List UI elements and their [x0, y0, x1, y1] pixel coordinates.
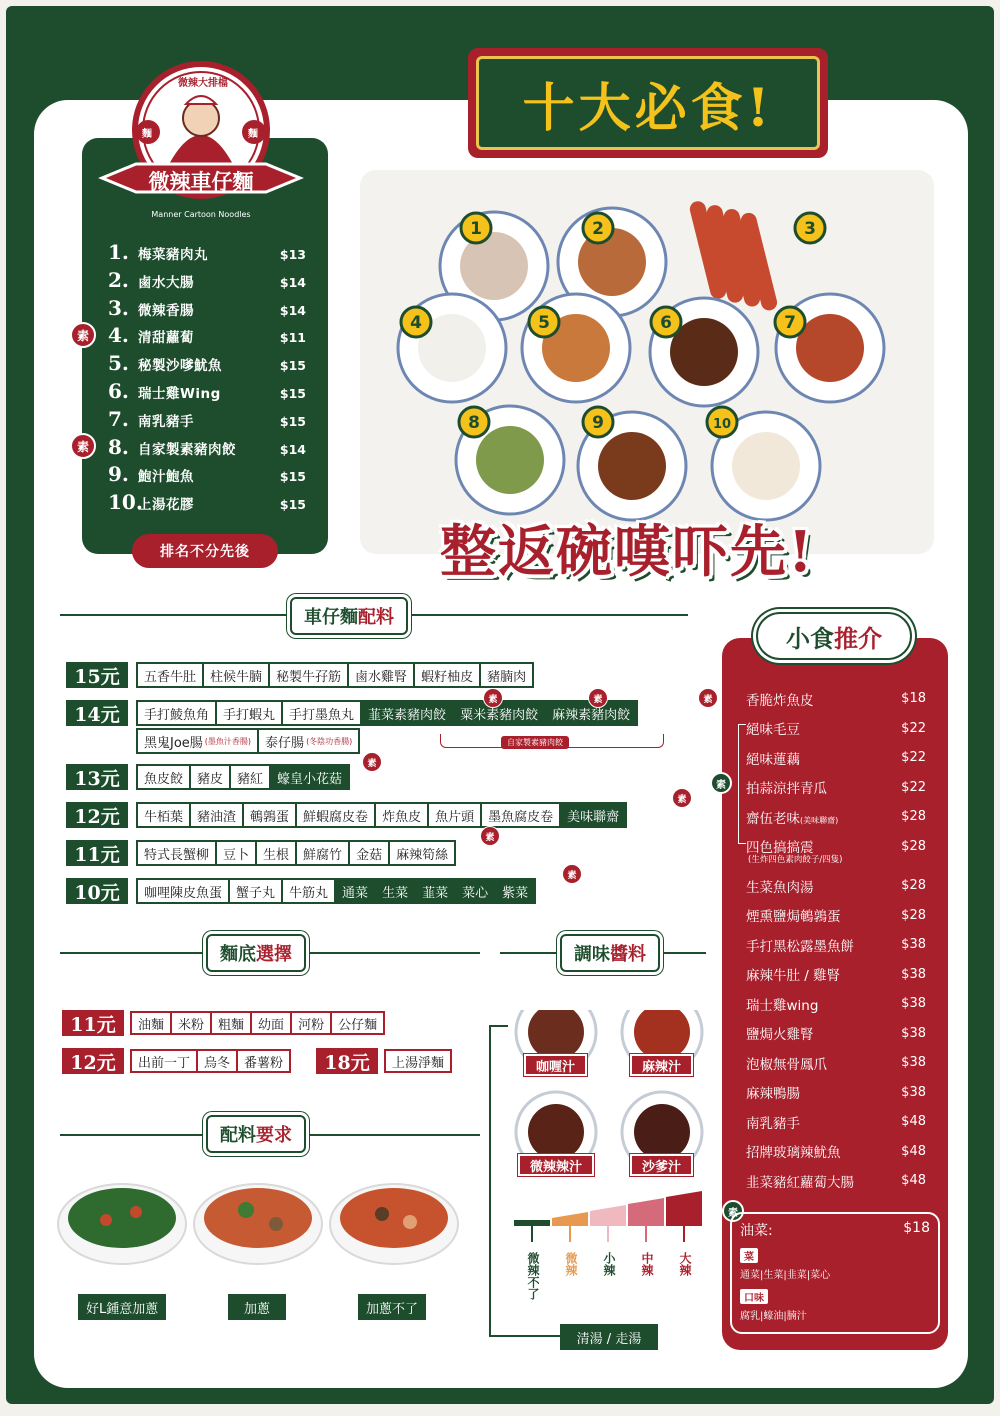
snack-item-price: $22	[901, 720, 926, 736]
snack-item-label: 四色搞搞震	[746, 840, 814, 857]
veg-badge: 素	[70, 433, 96, 459]
noodle-row	[130, 1011, 383, 1037]
topping-price-tag: 10元	[66, 878, 128, 904]
noodle-title	[206, 934, 306, 972]
noodle-option: 米粉	[170, 1011, 212, 1035]
top10-item-name: 微辣香腸	[138, 302, 194, 319]
logo-name: 微辣車仔麵	[148, 169, 254, 194]
topping-item	[281, 700, 362, 726]
topping-item-note: (墨魚汁香腸)	[204, 736, 252, 746]
topping-item-name: 泰仔腸	[265, 735, 305, 751]
spice-level: 中辣	[640, 1252, 654, 1276]
top10-item-number: 1.	[108, 240, 129, 264]
snack-item-name	[746, 777, 892, 797]
topping-item	[268, 662, 349, 688]
top10-item-price: $15	[279, 358, 306, 374]
sauce-title	[560, 934, 660, 972]
top10-item	[108, 435, 306, 463]
snack-item	[746, 1137, 926, 1167]
topping-item	[479, 662, 534, 688]
snack-item-label: 絕味毛豆	[746, 722, 800, 739]
snack-item	[746, 1078, 926, 1108]
top10-item-number: 9.	[108, 462, 129, 487]
topping-item	[257, 728, 360, 754]
dish-number: 5	[538, 313, 550, 333]
noodle-option: 番薯粉	[236, 1049, 291, 1073]
top10-item-price: $14	[279, 274, 306, 290]
topping-item	[136, 728, 259, 754]
snack-item-price: $38	[901, 996, 926, 1012]
sauce-option: 麻辣汁	[630, 1054, 693, 1076]
top10-item-price: $13	[279, 247, 306, 262]
top10-item	[108, 462, 306, 490]
top10-item-price: $15	[279, 469, 306, 485]
topping-item	[136, 764, 191, 790]
snack-item-price: $38	[901, 1055, 926, 1071]
spice-level: 大辣	[678, 1252, 692, 1276]
snack-item-price: $18	[901, 691, 926, 707]
topping-item	[229, 764, 271, 790]
topping-item-name: 特式長蟹柳	[144, 847, 210, 863]
topping-item	[494, 878, 536, 904]
snack-item-name	[746, 1112, 892, 1132]
dish-number: 7	[784, 313, 796, 333]
topping-item-name: 麻辣素豬肉餃	[552, 707, 631, 723]
noodle-title-a: 麵底	[220, 944, 256, 965]
sauce-option: 微辣辣汁	[518, 1154, 594, 1176]
snack-item	[746, 960, 926, 990]
home-made-note	[440, 734, 664, 748]
topping-item-name: 鮮蝦腐皮卷	[303, 809, 369, 825]
topping-item-name: 魚片頭	[435, 809, 475, 825]
topping-row	[136, 700, 636, 726]
topping-item-name: 咖哩陳皮魚蛋	[144, 885, 223, 901]
topping-item-name: 韮菜素豬肉餃	[368, 707, 447, 723]
snack-item	[746, 773, 926, 803]
snack-item	[746, 714, 926, 744]
top10-item-number: 7.	[108, 406, 129, 431]
snack-item-label: 齋伍老味	[746, 810, 800, 827]
snack-item-name	[746, 1171, 892, 1191]
snack-item-price: $48	[901, 1114, 926, 1130]
topping-item	[136, 700, 217, 726]
topping-item	[215, 700, 283, 726]
topping-item	[413, 662, 481, 688]
topping-item	[388, 840, 456, 866]
top10-item	[108, 407, 306, 435]
top10-item-number: 5.	[108, 351, 129, 376]
topping-item	[374, 878, 416, 904]
snack-item	[746, 1048, 926, 1078]
topping-item-name: 粟米素豬肉餃	[460, 707, 539, 723]
snack-item-name	[746, 748, 892, 768]
topping-item	[136, 840, 217, 866]
snack-item-label: 泡椒無骨鳳爪	[746, 1056, 827, 1073]
clear-soup-label: 清湯 / 走湯	[560, 1324, 658, 1350]
rank-note: 排名不分先後	[132, 534, 278, 568]
topping-item-name: 魚皮餃	[144, 771, 184, 787]
topping-item-name: 通菜	[342, 885, 369, 901]
sauce-title-a: 調味	[574, 944, 610, 965]
snack-item-label: 絕味蓮藕	[746, 751, 800, 768]
snack-item	[746, 1166, 926, 1196]
snack-item-label: 麻辣鴨腸	[746, 1086, 800, 1103]
request-title-b: 要求	[256, 1125, 292, 1146]
topping-item	[427, 802, 482, 828]
snack-item-label: 鹽焗火雞腎	[746, 1027, 814, 1044]
snack-item-subtitle: (生炸四色素肉餃子/四隻)	[748, 855, 843, 865]
topping-price-tag: 12元	[66, 802, 128, 828]
food-portion	[732, 432, 800, 500]
snack-item	[746, 901, 926, 931]
snack-item-name	[746, 994, 892, 1014]
topping-item-name: 生根	[263, 847, 290, 863]
topping-price-tag: 11元	[66, 840, 128, 866]
top10-item	[108, 296, 306, 324]
topping-item-name: 生菜	[382, 885, 409, 901]
snack-item	[746, 1019, 926, 1049]
snack-item-label: 韭菜豬紅蘿蔔大腸	[746, 1174, 854, 1191]
topping-item	[202, 662, 270, 688]
veg-badge: 素	[562, 864, 582, 884]
snack-item	[746, 743, 926, 773]
snack-item-label: 拍蒜涼拌青瓜	[746, 781, 827, 798]
topping-item-name: 豬油渣	[197, 809, 237, 825]
topping-item	[480, 802, 561, 828]
top10-item-name: 南乳豬手	[138, 413, 194, 430]
noodle-option: 油麵	[130, 1011, 172, 1035]
top10-item-name: 梅菜豬肉丸	[138, 247, 208, 263]
top10-item-number: 8.	[108, 434, 129, 459]
snack-item-name	[746, 807, 892, 827]
snack-item	[746, 989, 926, 1019]
slogan: 整返碗嘆吓先!	[440, 519, 815, 585]
veg-badge: 素	[672, 788, 692, 808]
topping-price-tag: 15元	[66, 662, 128, 688]
snack-item-price: $48	[901, 1173, 926, 1189]
top10-list	[108, 240, 306, 518]
snack-item	[746, 684, 926, 714]
topping-item	[215, 840, 257, 866]
topping-item	[242, 802, 297, 828]
snacks-list	[746, 684, 926, 1196]
snack-item-label: 瑞士雞wing	[746, 997, 819, 1014]
logo-left-tag: 麵	[142, 129, 152, 140]
topping-item	[228, 878, 283, 904]
snack-item-name	[746, 964, 892, 984]
top10-item	[108, 323, 306, 351]
topping-item-name: 美味聯齋	[567, 809, 620, 825]
top10-item-name: 清甜蘿蔔	[138, 330, 194, 347]
snack-item-price: $28	[901, 838, 926, 854]
veg-dish-box	[730, 1212, 940, 1334]
snacks-title	[756, 612, 912, 660]
top10-item-number: 6.	[108, 378, 129, 403]
topping-item-name: 韮菜	[422, 885, 449, 901]
topping-row	[136, 662, 532, 688]
topping-item	[136, 662, 204, 688]
snack-item-label: 南乳豬手	[746, 1115, 800, 1132]
topping-item	[189, 802, 244, 828]
snack-item-label: 煙熏鹽焗鵪鶉蛋	[746, 909, 841, 926]
noodle-option: 粗麵	[210, 1011, 252, 1035]
dish-number: 1	[470, 219, 482, 239]
snacks-veg-badge-2: 素	[722, 1200, 744, 1222]
top10-item-price: $14	[279, 441, 306, 457]
page-title: 十大必食!	[522, 77, 774, 139]
snack-item	[746, 802, 926, 832]
noodle-option: 河粉	[290, 1011, 332, 1035]
top10-item-name: 瑞士雞Wing	[138, 385, 221, 402]
topping-row	[136, 728, 358, 754]
request-title	[206, 1115, 306, 1153]
noodle-option: 上湯淨麵	[384, 1049, 452, 1073]
food-photo	[360, 170, 934, 554]
food-portion	[476, 426, 544, 494]
topping-item-name: 秘製牛孖筋	[276, 669, 342, 685]
snack-item-price: $38	[901, 1084, 926, 1100]
topping-row	[136, 878, 534, 904]
topping-price-tag: 13元	[66, 764, 128, 790]
request-option-1: 好L鍾意加蔥	[78, 1294, 166, 1320]
snack-item	[746, 1107, 926, 1137]
top10-item-name: 上湯花膠	[138, 497, 194, 514]
dish-number: 8	[468, 413, 480, 433]
topping-item-name: 豬腩肉	[487, 669, 527, 685]
snack-item-name	[746, 876, 892, 896]
snack-item-price: $22	[901, 779, 926, 795]
logo-right-tag: 麵	[248, 129, 258, 140]
logo-subtitle: Manner Cartoon Noodles	[151, 210, 251, 219]
topping-item-name: 牛栢葉	[144, 809, 184, 825]
topping-item-name: 蟹子丸	[236, 885, 276, 901]
snack-item	[746, 930, 926, 960]
snack-item-name	[746, 1082, 892, 1102]
snack-item-name	[746, 1023, 892, 1043]
topping-item-name: 菜心	[462, 885, 489, 901]
noodle-row	[384, 1049, 450, 1075]
topping-item-name: 鵪鶉蛋	[250, 809, 290, 825]
snack-item-name	[746, 905, 892, 925]
topping-row	[136, 802, 625, 828]
topping-item-name: 黑鬼Joe腸	[144, 735, 203, 751]
topping-item	[189, 764, 231, 790]
top10-item	[108, 351, 306, 379]
snack-item-label: 生菜魚肉湯	[746, 879, 814, 896]
top10-item	[108, 379, 306, 407]
topping-item	[269, 764, 350, 790]
topping-item-name: 豬紅	[237, 771, 264, 787]
spice-level: 微辣不了	[526, 1252, 540, 1300]
noodle-option: 烏冬	[196, 1049, 238, 1073]
snack-item-price: $38	[901, 1025, 926, 1041]
top10-item-name: 秘製沙嗲魷魚	[138, 358, 222, 375]
veg-choice-label: 菜	[740, 1248, 758, 1263]
topping-item	[347, 662, 415, 688]
topping-item	[559, 802, 627, 828]
topping-item	[255, 840, 297, 866]
taste-choice-label: 口味	[740, 1289, 768, 1304]
taste-choice-text: 腐乳|蠔油|腩汁	[740, 1311, 807, 1322]
topping-item-name: 手打墨魚丸	[289, 707, 355, 723]
topping-item-name: 豬皮	[197, 771, 224, 787]
top10-item-price: $15	[279, 497, 306, 513]
spice-level: 微辣	[564, 1252, 578, 1276]
topping-item	[295, 802, 376, 828]
snack-item-name	[746, 935, 892, 955]
snack-item-note: (美味聯齋)	[800, 815, 839, 825]
title-banner	[468, 48, 828, 158]
top10-item-name: 自家製素豬肉餃	[138, 441, 236, 458]
top10-item-name: 鹵水大腸	[138, 274, 194, 291]
sauce-title-b: 醬料	[610, 944, 646, 965]
veg-bracket	[738, 724, 746, 844]
top10-item-number: 10.	[108, 490, 143, 515]
topping-item	[414, 878, 456, 904]
snack-item-label: 招牌玻璃辣魷魚	[746, 1145, 841, 1162]
request-title-a: 配料	[220, 1125, 256, 1146]
snack-item-price: $48	[901, 1143, 926, 1159]
snacks-veg-badge: 素	[710, 772, 732, 794]
snack-item-price: $22	[901, 750, 926, 766]
veg-badge: 素	[70, 322, 96, 348]
topping-item-note: (冬陰功香腸)	[306, 736, 353, 746]
dish-number: 3	[804, 219, 816, 239]
top10-item-price: $14	[279, 302, 306, 318]
topping-item-name: 炸魚皮	[382, 809, 422, 825]
topping-item-name: 豆卜	[223, 847, 250, 863]
noodle-price-tag: 12元	[62, 1048, 124, 1074]
snack-item-name	[746, 718, 892, 738]
snack-item-label: 手打黑松露墨魚餅	[746, 938, 854, 955]
snack-item-price: $28	[901, 878, 926, 894]
veg-badge: 素	[698, 688, 718, 708]
toppings-title-b: 配料	[358, 607, 394, 628]
dish-number: 10	[712, 417, 732, 432]
noodle-bowls	[56, 1176, 476, 1286]
dish-number: 4	[410, 313, 422, 333]
topping-row	[136, 840, 454, 866]
top10-item-number: 3.	[108, 295, 129, 320]
veg-badge: 素	[480, 826, 500, 846]
snack-item-price: $28	[901, 809, 926, 825]
topping-item-name: 鮮腐竹	[303, 847, 343, 863]
noodle-option: 公仔麵	[330, 1011, 385, 1035]
veg-choice-text: 通菜|生菜|韭菜|菜心	[740, 1270, 831, 1281]
top10-item-number: 4.	[108, 323, 129, 348]
dish-number: 2	[592, 219, 604, 239]
topping-item	[454, 878, 496, 904]
snack-item-price: $38	[901, 966, 926, 982]
noodle-title-b: 選擇	[256, 944, 292, 965]
snack-item-name	[746, 689, 892, 709]
veg-badge: 素	[588, 688, 608, 708]
topping-item-name: 蠔皇小花菇	[277, 771, 343, 787]
snack-item-name	[746, 1141, 892, 1161]
snacks-title-b: 推介	[834, 623, 882, 653]
spice-level: 小辣	[602, 1252, 616, 1276]
topping-item	[281, 878, 336, 904]
topping-item	[360, 700, 454, 726]
topping-row	[136, 764, 348, 790]
topping-item	[374, 802, 429, 828]
topping-item-name: 紫菜	[502, 885, 529, 901]
snack-item-label: 香脆炸魚皮	[746, 692, 814, 709]
topping-price-tag: 14元	[66, 700, 128, 726]
topping-item-name: 麻辣筍絲	[396, 847, 449, 863]
toppings-title-a: 車仔麵	[304, 607, 358, 628]
top10-item-name: 鮑汁鮑魚	[138, 469, 194, 486]
topping-item	[136, 802, 191, 828]
topping-item	[295, 840, 350, 866]
topping-item	[348, 840, 390, 866]
sauce-option: 沙爹汁	[630, 1154, 693, 1176]
veg-badge: 素	[483, 688, 503, 708]
food-portion	[598, 432, 666, 500]
sauce-option: 咖喱汁	[524, 1054, 587, 1076]
topping-item-name: 牛筋丸	[289, 885, 329, 901]
veg-dish-price: $18	[903, 1220, 930, 1236]
snack-item-label: 麻辣牛肚 / 雞腎	[746, 968, 841, 985]
snack-item	[746, 871, 926, 901]
topping-item	[136, 878, 230, 904]
veg-badge: 素	[362, 752, 382, 772]
request-option-2: 加蔥	[228, 1294, 286, 1320]
veg-dish-name: 油菜:	[740, 1223, 773, 1239]
top10-item	[108, 268, 306, 296]
noodle-row	[130, 1049, 289, 1075]
request-option-3: 加蔥不了	[358, 1294, 426, 1320]
top10-item-number: 2.	[108, 267, 129, 292]
topping-item-name: 墨魚腐皮卷	[488, 809, 554, 825]
noodle-option: 幼面	[250, 1011, 292, 1035]
topping-item-name: 五香牛肚	[144, 669, 197, 685]
snack-item-name	[746, 1053, 892, 1073]
dish-number: 6	[660, 313, 672, 333]
top10-item-price: $15	[279, 413, 306, 429]
topping-item-name: 柱候牛腩	[210, 669, 263, 685]
top10-item	[108, 240, 306, 268]
dish-number: 9	[592, 413, 604, 433]
noodle-option: 出前一丁	[130, 1049, 198, 1073]
topping-item-name: 蝦籽柚皮	[421, 669, 474, 685]
topping-item-name: 鹵水雞腎	[355, 669, 408, 685]
snack-item-price: $38	[901, 937, 926, 953]
noodle-price-tag: 11元	[62, 1010, 124, 1036]
topping-item-name: 金菇	[356, 847, 383, 863]
snacks-title-a: 小食	[786, 623, 834, 653]
snack-item-price: $28	[901, 907, 926, 923]
topping-item	[334, 878, 376, 904]
brand-logo	[96, 60, 306, 230]
home-made-note-label: 自家製素豬肉餃	[501, 736, 569, 749]
logo-brand: 微辣大排檔	[178, 78, 228, 89]
toppings-title	[290, 597, 408, 635]
top10-item-price: $15	[279, 385, 306, 401]
top10-item	[108, 490, 306, 518]
top10-item-price: $11	[279, 330, 306, 346]
noodle-price-tag: 18元	[316, 1048, 378, 1074]
topping-item-name: 手打蝦丸	[223, 707, 276, 723]
topping-item-name: 手打鯪魚角	[144, 707, 210, 723]
